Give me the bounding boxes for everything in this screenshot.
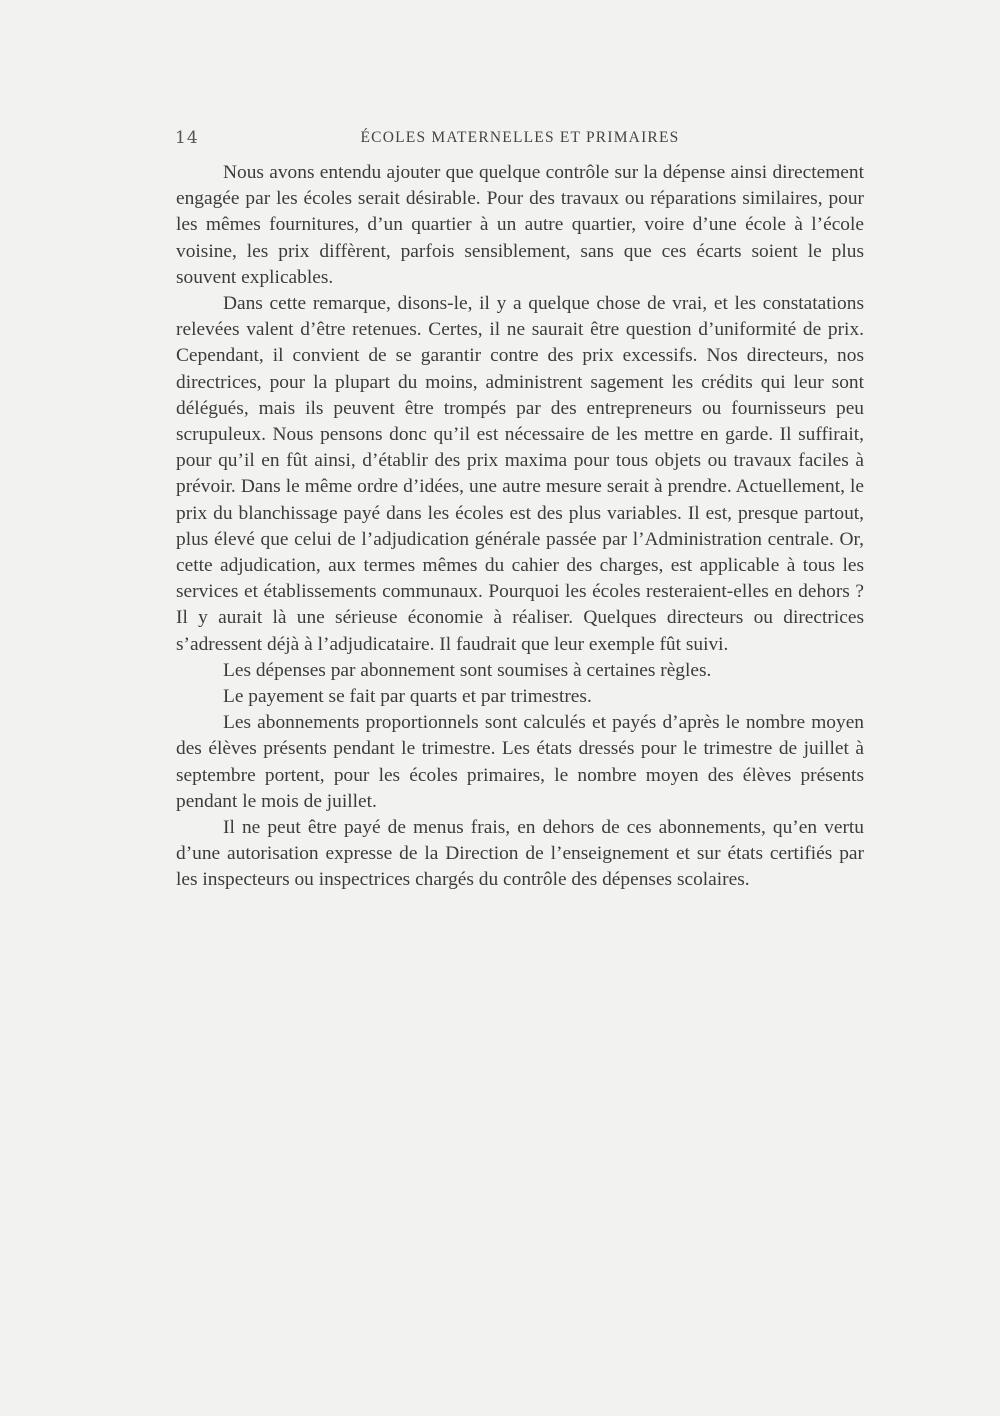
paragraph-3: Les dépenses par abonnement sont soumises à certaines règles. [223,659,712,681]
page-number: 14 [175,128,199,148]
paragraph-1: Nous avons entendu ajouter que quelque contrôle sur la dépense ainsi directement engagée par les écoles serait désirable. Pour des travaux ou réparations similaires, pour les mêmes fournitures, d’un quartier à un autre quartier, voire d’une école à l’école voisine, les prix diffèrent, parfois sensiblement, sans que ces écarts soient le plus souvent explicables. [176,162,864,288]
paragraph-5: Les abonnements proportionnels sont calculés et payés d’après le nombre moyen des élèves présents pendant le trimestre. Les états dressés pour le trimestre de juillet à septembre portent, pour les écoles primaires, le nombre moyen des élèves présents pendant le mois de juillet. [176,712,864,812]
running-head [175,128,865,154]
running-title: ÉCOLES MATERNELLES ET PRIMAIRES [360,129,680,146]
paragraph-2: Dans cette remarque, disons-le, il y a quelque chose de vrai, et les constatations relevées valent d’être retenues. Certes, il ne saurait être question d’uniformité de prix. Cependant, il convient de se garantir contre des prix excessifs. Nos directeurs, nos directrices, pour la plupart du moins, administrent sagement les crédits qui leur sont délégués, mais ils peuvent être trompés par des entrepreneurs ou fournisseurs peu scrupuleux. Nous pensons donc qu’il est nécessaire de les mettre en garde. Il suffirait, pour qu’il en fût ainsi, d’établir des prix maxima pour tous objets ou travaux faciles à prévoir. Dans le même ordre d’idées, une autre mesure serait à prendre. Actuellement, le prix du blanchissage payé dans les écoles est des plus variables. Il est, presque partout, plus élevé que celui de l’adjudication générale passée par l’Administration centrale. Or, cette adjudication, aux termes mêmes du cahier des charges, est applicable à tous les services et établissements communaux. Pourquoi les écoles resteraient-elles en dehors ? Il y aurait là une sérieuse économie à réaliser. Quelques directeurs ou directrices s’adressent déjà à l’adjudicataire. Il faudrait que leur exemple fût suivi. [176,293,864,655]
paragraph-4: Le payement se fait par quarts et par trimestres. [223,686,592,708]
paragraph-6: Il ne peut être payé de menus frais, en dehors de ces abonnements, qu’en vertu d’une autorisation expresse de la Direction de l’enseignement et sur états certifiés par les inspecteurs ou inspectrices chargés du contrôle des dépenses scolaires. [176,817,864,891]
body-text [176,160,864,894]
